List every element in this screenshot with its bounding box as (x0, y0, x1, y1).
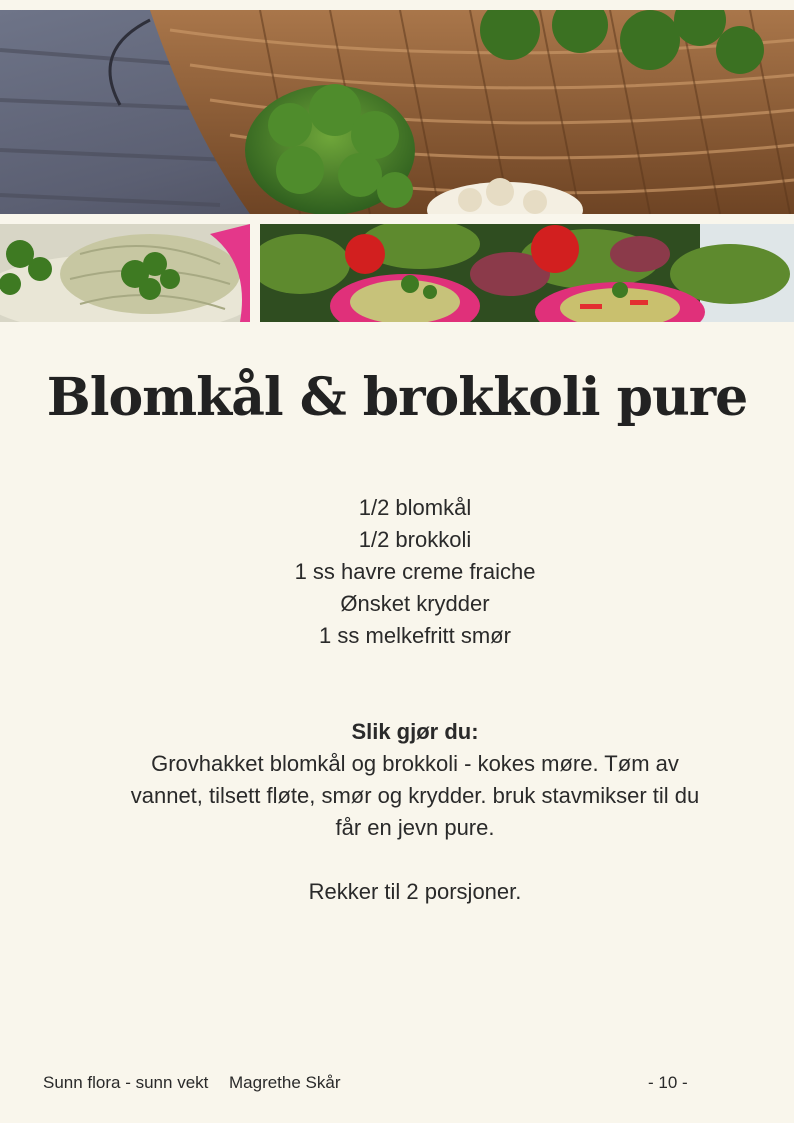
recipe-title: Blomkål & brokkoli pure (46, 367, 748, 428)
method-heading: Slik gjør du: (351, 719, 479, 744)
ingredient-item: 1/2 blomkål (358, 495, 472, 520)
footer-author: Magrethe Skår (229, 1073, 341, 1092)
servings-text: Rekker til 2 porsjoner. (308, 879, 522, 904)
photo-salad-tomatoes (260, 224, 794, 322)
page-top-margin (0, 0, 794, 10)
page-number: - 10 - (648, 1073, 688, 1092)
ingredient-item: Ønsket krydder (340, 591, 490, 616)
photo-basket-broccoli (0, 10, 794, 214)
ingredient-list (0, 492, 794, 652)
ingredient-item: 1 ss havre creme fraiche (294, 559, 536, 584)
footer-book-title: Sunn flora - sunn vekt (43, 1073, 209, 1092)
ingredient-item: 1/2 brokkoli (358, 527, 472, 552)
method-text: Grovhakket blomkål og brokkoli - kokes møre. Tøm av vannet, tilsett fløte, smør og krydder. bruk stavmikser til du får en jevn pure. (130, 751, 700, 840)
photo-pure-parsley (0, 224, 250, 322)
ingredient-item: 1 ss melkefritt smør (319, 623, 511, 648)
method-section (120, 716, 710, 908)
